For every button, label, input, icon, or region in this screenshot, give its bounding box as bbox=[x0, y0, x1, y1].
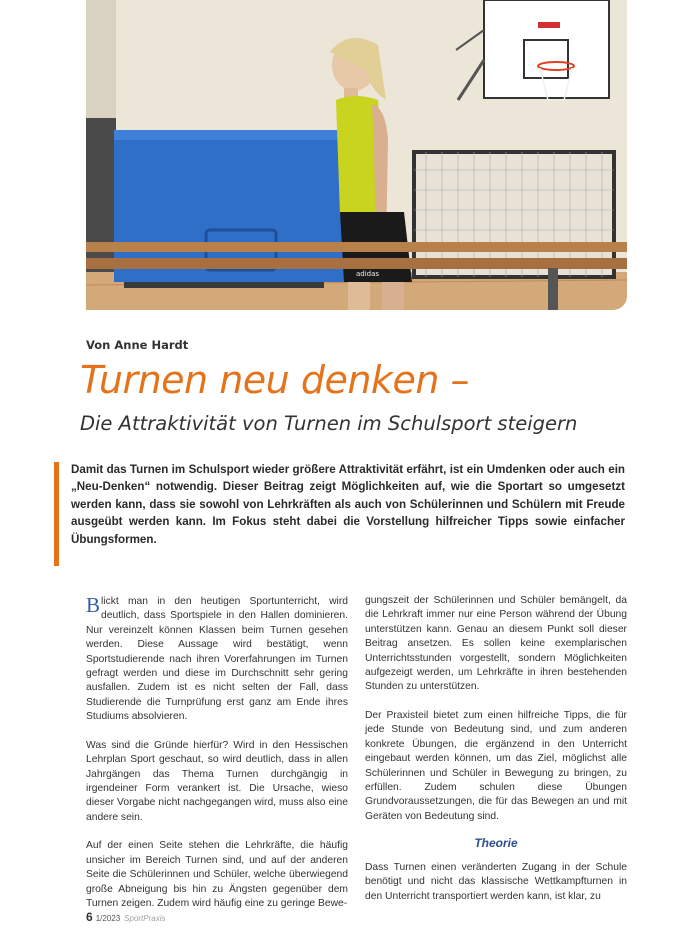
body-column-left bbox=[86, 595, 348, 926]
hero-photo bbox=[86, 0, 627, 310]
body-paragraph: gungszeit der Schülerinnen und Schüler bemängelt, da die Lehrkraft immer nur eine Person während der Übung unterstützen kann. Genau an diesem Punkt soll dieser Beitrag ansetzen. Es sollen keine exemplarischen Unterrichtsstunden vorgestellt, sondern Möglichkeiten aufgezeigt werden, um Lehrkräfte in ihren bestehenden Stunden zu unterstützen. bbox=[365, 595, 627, 693]
section-heading: Theorie bbox=[474, 836, 518, 851]
shirt-print: adidas bbox=[356, 270, 380, 278]
issue-number: 1/2023 bbox=[95, 914, 121, 923]
body-column-right bbox=[365, 594, 627, 918]
article-subtitle: Die Attraktivität von Turnen im Schulsport steigern bbox=[80, 412, 578, 435]
lead-accent-bar bbox=[54, 462, 59, 566]
paragraph-text: lickt man in den heutigen Sportunterricht, wird deutlich, dass Sportspiele in den Hallen dominieren. Nur vereinzelt können Klassen beim Turnen gesehen werden. Diese Aussage wird bestätigt, wenn Sportstudierende nach ihren Vorerfahrungen im Turnen gefragt werden und diese im Durchschnitt sehr gering ausfallen. Zudem ist es nicht selten der Fall, dass Studierende die Turnprüfung erst ganz am Ende ihres Studiums absolvieren. bbox=[86, 596, 348, 723]
magazine-name: SportPraxis bbox=[124, 914, 166, 923]
page-footer bbox=[86, 908, 166, 926]
lead-paragraph: Damit das Turnen im Schulsport wieder größere Attraktivität erfährt, ist ein Umdenken oder auch ein „Neu-Denken“ notwendig. Dieser Beitrag zeigt Möglichkeiten auf, wie die Sportart so umgesetzt werden kann, dass sie sowohl von Lehrkräften als auch von Schülerinnen und Schülern mit Freude ausgeübt werden kann. Im Fokus steht dabei die Vorstellung hilfreicher Tipps sowie einfacher Übungsformen. bbox=[71, 463, 625, 546]
body-paragraph: Dass Turnen einen veränderten Zugang in der Schule benötigt und nicht das klassische Wettkampfturnen in den Unterricht transportiert werden kann, ist klar, zu bbox=[365, 861, 627, 902]
body-paragraph: Der Praxisteil bietet zum einen hilfreiche Tipps, die für jede Stunde von Bedeutung sind, und zum anderen konkrete Übungen, die ergänzend in den Unterricht eingebaut werden können, um das Ziel, möglichst alle Schülerinnen und Schüler in Bewegung zu bringen, zu erfüllen. Zudem schulen diese Übungen Grundvoraussetzungen, die für das Bewegen an und mit Geräten von Bedeutung sind. bbox=[365, 710, 627, 822]
author-line: Von Anne Hardt bbox=[86, 338, 189, 352]
drop-cap: B bbox=[86, 593, 101, 617]
article-title: Turnen neu denken – bbox=[80, 358, 469, 402]
body-paragraph: Auf der einen Seite stehen die Lehrkräfte, die häufig unsicher im Bereich Turnen sind, und auf der anderen Seite die Schülerinnen und Schüler, welche überwiegend große Abneigung bis hin zu Ängsten gegenüber dem Turnen zeigen. Zudem wird häufig eine zu geringe Bewe- bbox=[86, 840, 348, 910]
page-number: 6 bbox=[86, 910, 93, 924]
gym-scene-illustration bbox=[86, 0, 627, 310]
body-paragraph: Was sind die Gründe hierfür? Wird in den Hessischen Lehrplan Sport geschaut, so wird deutlich, dass in allen Jahrgängen das Thema Turnen durchgängig in irgendeiner Form verankert ist. Die Ursache, wieso dieser Vorgabe nicht nachgegangen wird, muss also eine andere sein. bbox=[86, 739, 348, 823]
body-paragraph bbox=[86, 595, 348, 725]
